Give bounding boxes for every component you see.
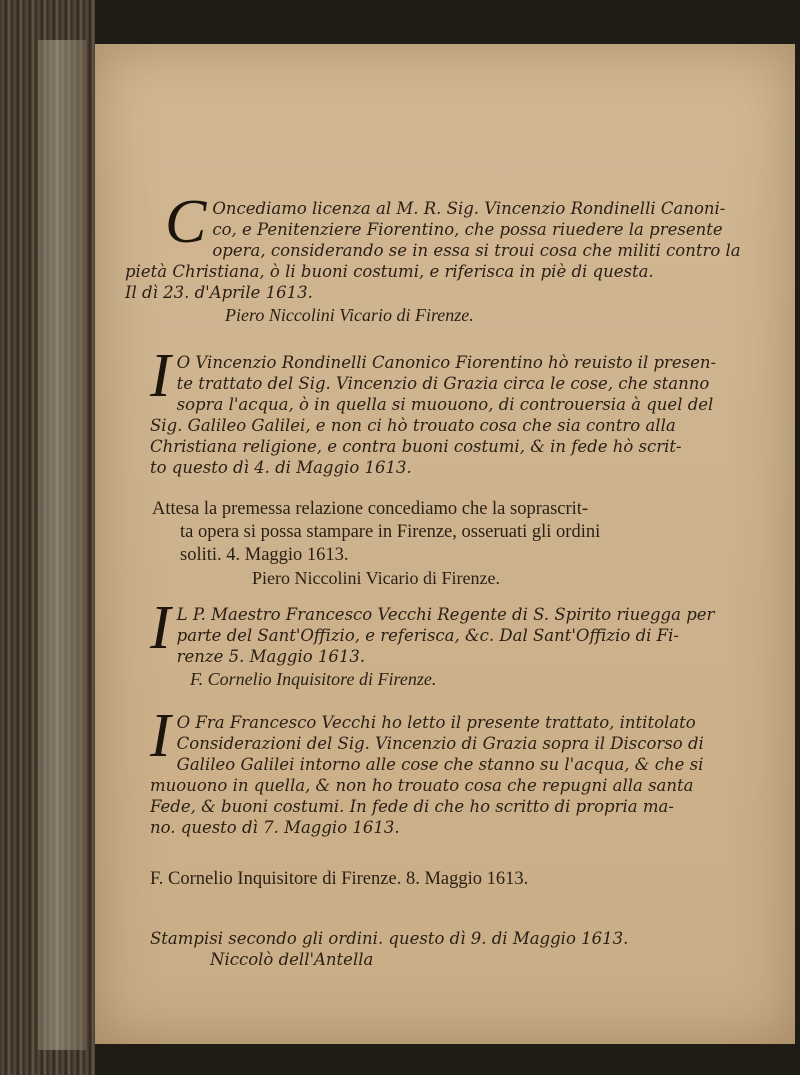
signature-line: Piero Niccolini Vicario di Firenze. (225, 305, 474, 325)
text-line: Considerazioni del Sig. Vincenzio di Grazia sopra il Discorso di (176, 734, 704, 753)
text-line: te trattato del Sig. Vincenzio di Grazia circa le cose, che stanno (176, 374, 710, 393)
drop-capital: I (150, 342, 171, 410)
text-line: Sig. Galileo Galilei, e non ci hò trouato cosa che sia contro alla (150, 416, 676, 435)
text-line: L P. Maestro Francesco Vecchi Regente di S. Spirito riuegga per (176, 605, 715, 624)
text-line: Oncediamo licenza al M. R. Sig. Vincenzio Rondinelli Canoni- (212, 199, 726, 218)
text-line: pietà Christiana, ò li buoni costumi, e riferisca in piè di questa. (125, 262, 654, 281)
text-line: parte del Sant'Offizio, e referisca, &c. Dal Sant'Offizio di Fi- (176, 626, 679, 645)
imprimatur-paragraph (152, 498, 692, 590)
text-line: Il dì 23. d'Aprile 1613. (125, 283, 313, 302)
text-line: Stampisi secondo gli ordini. questo dì 9. di Maggio 1613. (150, 929, 629, 948)
text-line: Attesa la premessa relazione concediamo che la soprascrit- (152, 499, 589, 519)
text-line: O Vincenzio Rondinelli Canonico Fiorentino hò reuisto il presen- (176, 353, 717, 372)
approval-paragraph-vecchi (150, 702, 704, 838)
text-line: F. Cornelio Inquisitore di Firenze. 8. Maggio 1613. (150, 869, 529, 889)
text-line: ta opera si possa stampare in Firenze, osseruati gli ordini (180, 522, 601, 542)
text-line: co, e Penitenziere Fiorentino, che possa riuedere la presente (212, 220, 723, 239)
signature-line: F. Cornelio Inquisitore di Firenze. (190, 669, 437, 689)
text-line: muouono in quella, & non ho trouato cosa che repugni alla santa (150, 776, 694, 795)
text-line: soliti. 4. Maggio 1613. (180, 545, 349, 565)
license-paragraph-1 (125, 188, 741, 326)
text-line: to questo dì 4. di Maggio 1613. (150, 458, 412, 477)
inquisitor-order-paragraph (150, 594, 715, 690)
text-line: Fede, & buoni costumi. In fede di che ho scritto di propria ma- (150, 797, 674, 816)
inquisitor-signature-paragraph (150, 868, 690, 891)
approval-paragraph-rondinelli (150, 342, 717, 478)
drop-capital: C (165, 188, 207, 256)
signature-line: Piero Niccolini Vicario di Firenze. (252, 568, 501, 588)
drop-capital: I (150, 594, 171, 662)
printing-order-paragraph (150, 928, 690, 970)
book-spine (38, 40, 86, 1050)
signature-line: Niccolò dell'Antella (210, 950, 374, 969)
text-line: no. questo dì 7. Maggio 1613. (150, 818, 400, 837)
text-line: Galileo Galilei intorno alle cose che stanno su l'acqua, & che si (176, 755, 704, 774)
text-line: renze 5. Maggio 1613. (176, 647, 366, 666)
text-line: opera, considerando se in essa si troui cosa che militi contro la (212, 241, 741, 260)
text-line: sopra l'acqua, ò in quella si muouono, di controuersia à quel del (176, 395, 714, 414)
text-line: O Fra Francesco Vecchi ho letto il presente trattato, intitolato (176, 713, 696, 732)
drop-capital: I (150, 702, 171, 770)
text-line: Christiana religione, e contra buoni costumi, & in fede hò scrit- (150, 437, 682, 456)
